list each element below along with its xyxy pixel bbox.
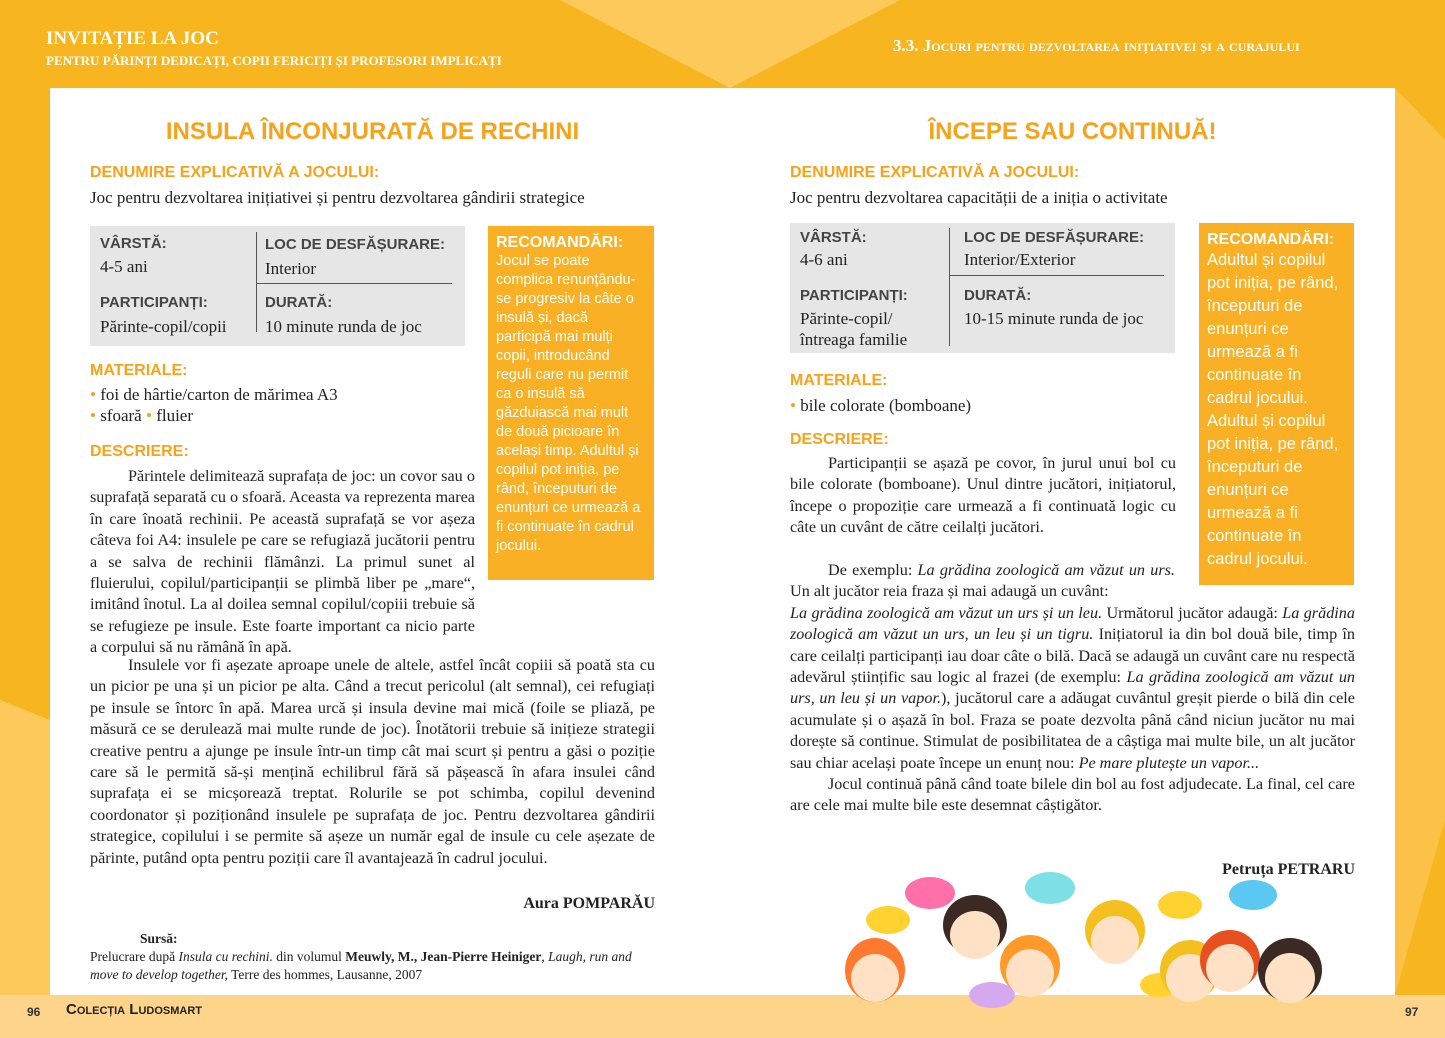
right-author: Petruța PETRARU: [1222, 861, 1355, 878]
p2b: La grădina zoologică am văzut un urs.: [917, 561, 1175, 579]
right-description-p1: Participanții se așază pe covor, în jurul unui bol cu bile colorate (bomboane). Unul dintre jucători, inițiatorul, începe o propoziție care urmează a fi continuată logic cu câte un cuvânt de către ceilalți jucători.: [790, 454, 1176, 537]
left-description-top: [90, 466, 475, 657]
p2g: Inițiatorul ia din bol două bile, timp în care ceilalți participanți iau doar câte o bilă. Dacă se adaugă un cuvânt care nu respectă adevărul științific sau logic al frazei (de exemplu:: [790, 625, 1355, 687]
right-table-vline: [949, 228, 950, 346]
left-description-label: DESCRIERE:: [90, 443, 189, 460]
right-recommendations-text: Adultul și copilul pot iniția, pe rând, începuturi de enunțuri ce urmează a fi continuate în cadrul jocului. Adultul și copilul pot iniția, pe rând, începuturi de enunțuri ce urmează a fi continuate în cadrul jocului.: [1207, 251, 1339, 568]
source-part-e: ,: [541, 949, 549, 964]
right-age-value: 4-6 ani: [800, 250, 848, 269]
right-description-label: DESCRIERE:: [790, 431, 889, 448]
right-name-text: Joc pentru dezvoltarea capacității de a iniția o activitate: [790, 188, 1168, 207]
bullet-icon: •: [790, 396, 801, 415]
right-participants-value: Părinte-copil/ întreaga familie: [800, 309, 908, 349]
source-part-b: Insula cu rechini.: [178, 949, 273, 964]
left-material-2: sfoară: [100, 406, 142, 425]
left-table-hline: [256, 283, 452, 284]
left-table-vline: [256, 232, 257, 332]
left-participants-label: PARTICIPANȚI:: [100, 294, 208, 311]
right-place-value: Interior/Exterior: [964, 250, 1076, 269]
left-material-1: foi de hârtie/carton de mărimea A3: [100, 385, 338, 404]
left-material-3: fluier: [156, 406, 194, 425]
left-name-label: DENUMIRE EXPLICATIVĂ A JOCULUI:: [90, 164, 380, 181]
left-page-number: 96: [27, 1005, 41, 1019]
right-duration-value: 10-15 minute runda de joc: [964, 309, 1144, 328]
left-materials-label: MATERIALE:: [90, 362, 188, 379]
right-age-label: VÂRSTĂ:: [800, 229, 867, 246]
right-place-label: LOC DE DESFĂȘURARE:: [964, 229, 1145, 246]
source-part-d: Meuwly, M., Jean-Pierre Heiniger: [345, 949, 542, 964]
bullet-icon: •: [145, 406, 157, 425]
header-right-title: 3.3. Jocuri pentru dezvoltarea inițiativei și a curajului: [893, 36, 1300, 55]
right-duration-label: DURATĂ:: [964, 287, 1032, 304]
left-description-p2: Insulele vor fi așezate aproape unele de altele, astfel încât copiii să poată sta cu un picior pe una și un picior pe alta. Când a trecut pericolul (alt semnal), cei refugiați pe insule se întorc în apă. Marea urcă și insula devine mai mică (foile se pliază, pe măsură ce se derulează mai multe runde de joc). Înotătorii trebuie să inițieze strategii creative pentru a ajunge pe insule într-un timp cât mai scurt și pentru a găsi o poziție care să le permită să-și mențină echilibrul fără să pășească în afara insulei când suprafața ei se micșorează treptat. Rolurile se pot schimba, copilul devenind coordonator și poziționând insulele pe suprafața de joc. Pentru dezvoltarea gândirii strategice, copilului i se permite să așeze un număr egal de insule cu cele așezate de părinte, putând opta pentru poziții care îl avantajează în cadrul jocului.: [90, 656, 655, 867]
left-recommendations-text: Jocul se poate complica renunțându-se progresiv la câte o insulă și, dacă participă mai mulți copii, introducând reguli care nu permit ca o insulă să găzduiască mai mult de două picioare în același timp. Adultul și copilul pot iniția, pe rând, începuturi de enunțuri ce urmează a fi continuate în cadrul jocului.: [496, 253, 641, 554]
left-place-label: LOC DE DESFĂȘURARE:: [265, 236, 446, 253]
p2c: Un alt jucător reia fraza și mai adaugă un cuvânt:: [790, 582, 1109, 601]
right-recommendations-label: RECOMANDĂRI:: [1207, 231, 1335, 248]
source-part-g: Terre des hommes, Lausanne, 2007: [227, 967, 423, 982]
header-left-title: INVITAȚIE LA JOC: [46, 28, 219, 49]
left-age-value: 4-5 ani: [100, 257, 148, 276]
right-material-1: bile colorate (bomboane): [800, 396, 972, 415]
left-participants-value: Părinte-copil/copii: [100, 317, 227, 336]
bullet-icon: •: [90, 385, 101, 404]
left-recommendations-box: [488, 226, 654, 580]
p2h: La grădina zoologică am văzut un urs, un leu și un vapor.: [790, 668, 1356, 708]
right-page-number: 97: [1405, 1005, 1419, 1019]
p2i: ), jucătorul care a adăugat cuvântul greșit pierde o bilă din cele acumulate și o așază în bol. Fraza se poate dezvolta până când niciun jucător nu mai dorește să continue. Stimulat de posibilitatea de a câștiga mai multe bile, un alt jucător sau chiar același poate începe un enunț nou:: [790, 689, 1355, 772]
left-recommendations-label: RECOMANDĂRI:: [496, 234, 624, 251]
left-name-text: Joc pentru dezvoltarea inițiativei și pentru dezvoltarea gândirii strategice: [90, 188, 585, 207]
right-description-p3: Jocul continuă până când toate bilele din bol au fost adjudecate. La final, cel care are cele mai multe bile este desemnat câștigător.: [790, 775, 1355, 815]
left-duration-value: 10 minute runda de joc: [265, 317, 422, 336]
left-source: [90, 930, 655, 984]
left-description-bottom: [90, 595, 655, 869]
left-duration-label: DURATĂ:: [265, 294, 333, 311]
p2f: La grădina zoologică am văzut un urs, un leu și un tigru.: [790, 603, 1355, 644]
right-description-p2: [790, 560, 1355, 603]
right-table-hline: [949, 275, 1164, 276]
right-description-bottom: [790, 560, 1355, 817]
p2a: De exemplu:: [828, 561, 918, 579]
source-part-a: Prelucrare după: [90, 949, 179, 964]
children-illustration: [830, 870, 1365, 1005]
right-name-label: DENUMIRE EXPLICATIVĂ A JOCULUI:: [790, 164, 1080, 181]
header-left-subtitle: PENTRU PĂRINȚI DEDICAȚI, COPII FERICIȚI ȘI PROFESORI IMPLICAȚI: [46, 53, 502, 68]
left-age-label: VÂRSTĂ:: [100, 235, 167, 252]
left-materials-list: [90, 384, 338, 426]
p2d: La grădina zoologică am văzut un urs și un leu.: [790, 603, 1103, 622]
right-description-top: [790, 453, 1176, 539]
left-description-p1: Părintele delimitează suprafața de joc: un covor sau o suprafață separată cu o sfoară. Aceasta va reprezenta marea în care înoată rechinii. Pe această suprafață se vor așeza câteva foi A4: insulele pe care se refugiază jucătorii pentru a se salva de rechinii flămânzi. La primul sunet al fluierului, copilul/participanții se plimbă liber pe „mare“, imitând înotul. La al doilea semnal copilul/copiii trebuie să se refugieze pe insule. Este foarte important ca nicio parte a corpului să nu rămână în apă.: [90, 467, 475, 657]
left-place-value: Interior: [265, 259, 316, 278]
right-recommendations-box: [1199, 223, 1354, 585]
p2j: Pe mare plutește un vapor...: [1078, 753, 1260, 772]
right-description-p2-cont: [790, 603, 1355, 774]
bullet-icon: •: [90, 406, 101, 425]
source-part-f: Laugh, run and move to develop together,: [90, 949, 632, 982]
right-materials-list: [790, 395, 971, 416]
left-game-title: INSULA ÎNCONJURATĂ DE RECHINI: [165, 118, 580, 145]
left-author: Aura POMPARĂU: [523, 895, 655, 912]
right-materials-label: MATERIALE:: [790, 372, 888, 389]
p2e: Următorul jucător adaugă:: [1102, 603, 1283, 622]
right-participants-label: PARTICIPANȚI:: [800, 287, 908, 304]
collection-name: Colecția Ludosmart: [66, 1001, 202, 1018]
source-part-c: din volumul: [272, 949, 346, 964]
source-label: Sursă:: [140, 931, 178, 946]
right-game-title: ÎNCEPE SAU CONTINUĂ!: [928, 118, 1217, 145]
